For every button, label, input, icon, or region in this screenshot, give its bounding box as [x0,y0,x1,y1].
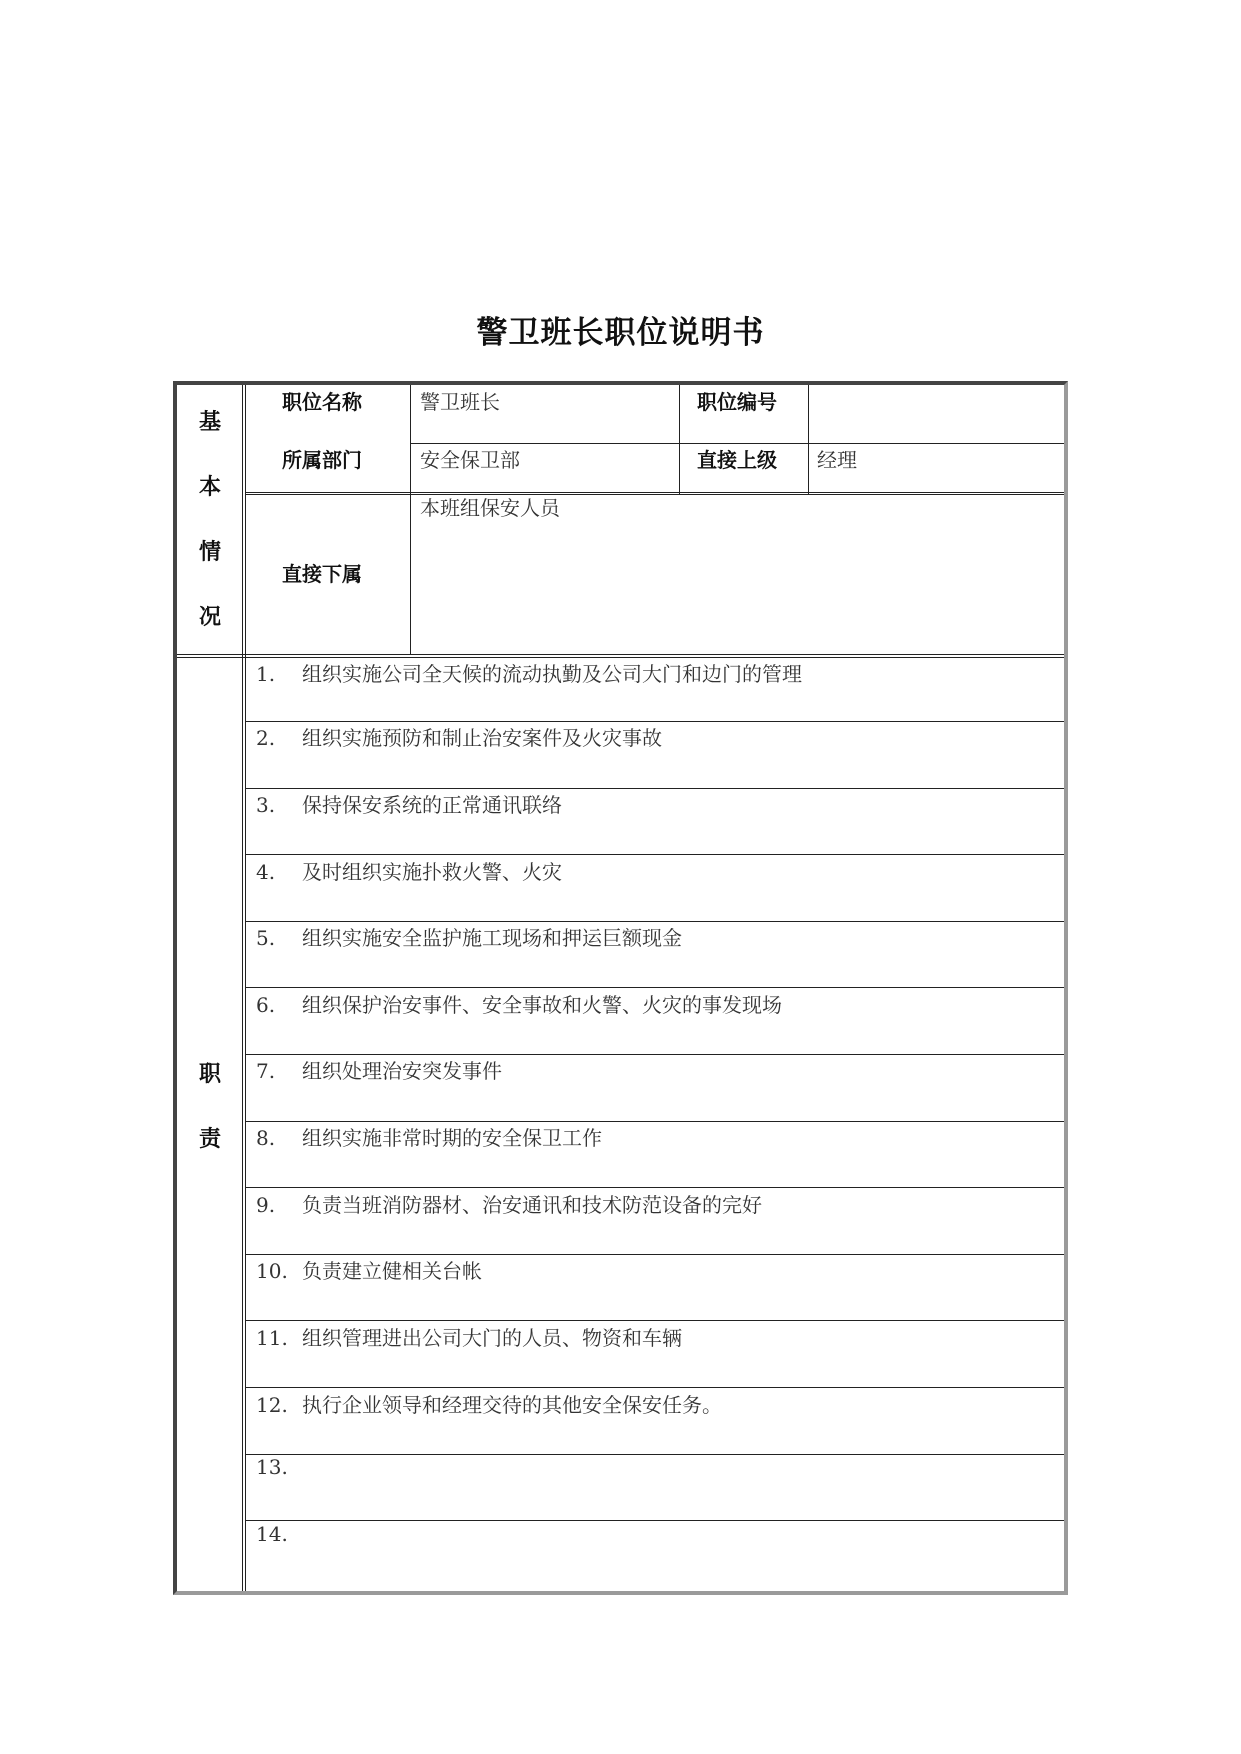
duty-text: 组织处理治安突发事件 [302,1059,502,1083]
side-char: 况 [198,605,221,630]
duty-text: 保持保安系统的正常通讯联络 [302,793,562,817]
side-char: 本 [198,475,221,500]
duty-text: 负责建立健相关台帐 [302,1259,482,1283]
duty-number: 13. [256,1455,288,1479]
side-char: 基 [198,410,221,435]
duty-number: 14. [256,1522,288,1546]
column-divider [410,385,411,655]
superior-label: 直接上级 [697,448,777,472]
duty-number: 6. [256,993,276,1017]
subordinate-value: 本班组保安人员 [420,496,560,520]
duty-item [256,989,782,1018]
duties-section-label [180,1042,240,1172]
side-char: 情 [198,540,221,565]
duty-item [256,1455,302,1479]
row-divider [245,1520,1064,1521]
row-divider [245,492,1064,493]
row-divider [245,1187,1064,1188]
duty-number: 7. [256,1059,276,1083]
position-name-label: 职位名称 [282,390,362,414]
duty-item [256,722,662,751]
section-divider [177,654,1064,655]
duty-number: 9. [256,1193,276,1217]
duty-text: 负责当班消防器材、治安通讯和技术防范设备的完好 [302,1193,762,1217]
duty-text: 组织实施公司全天候的流动执勤及公司大门和边门的管理 [302,662,802,686]
row-divider [245,1320,1064,1321]
duty-item [256,856,562,885]
position-name-value: 警卫班长 [420,390,500,414]
duty-text: 组织保护治安事件、安全事故和火警、火灾的事发现场 [302,993,782,1017]
row-divider [245,494,1064,495]
row-divider [245,854,1064,855]
duty-number: 8. [256,1126,276,1150]
department-value: 安全保卫部 [420,448,520,472]
duty-item [256,1189,762,1218]
duty-item [256,1389,722,1418]
side-char: 责 [198,1127,221,1152]
duty-item [256,922,682,951]
column-divider [242,385,243,1591]
duty-item [256,1255,482,1284]
duty-number: 12. [256,1393,288,1417]
duty-item [256,1122,602,1151]
duty-text: 执行企业领导和经理交待的其他安全保安任务。 [302,1393,722,1417]
duty-text: 组织实施预防和制止治安案件及火灾事故 [302,726,662,750]
duty-item [256,1322,682,1351]
duty-number: 4. [256,860,276,884]
duty-number: 3. [256,793,276,817]
duty-number: 5. [256,926,276,950]
duty-item [256,1522,302,1546]
row-divider [245,1387,1064,1388]
duty-number: 2. [256,726,276,750]
duty-text: 组织实施非常时期的安全保卫工作 [302,1126,602,1150]
duty-number: 11. [256,1326,288,1350]
side-char: 职 [198,1062,221,1087]
duty-number: 10. [256,1259,288,1283]
duty-item [256,658,802,687]
duty-text: 组织管理进出公司大门的人员、物资和车辆 [302,1326,682,1350]
duty-number: 1. [256,662,276,686]
duty-text: 组织实施安全监护施工现场和押运巨额现金 [302,926,682,950]
duty-item [256,1055,502,1084]
column-divider [245,385,246,1591]
row-divider [245,1454,1064,1455]
department-label: 所属部门 [282,448,362,472]
subordinate-label: 直接下属 [282,562,362,586]
duty-text: 及时组织实施扑救火警、火灾 [302,860,562,884]
superior-value: 经理 [817,448,857,472]
duty-item [256,789,562,818]
position-code-label: 职位编号 [697,390,777,414]
basic-info-section-label [180,390,240,650]
column-divider [679,385,680,494]
row-divider [245,987,1064,988]
page-title: 警卫班长职位说明书 [476,315,765,351]
column-divider [808,385,809,494]
